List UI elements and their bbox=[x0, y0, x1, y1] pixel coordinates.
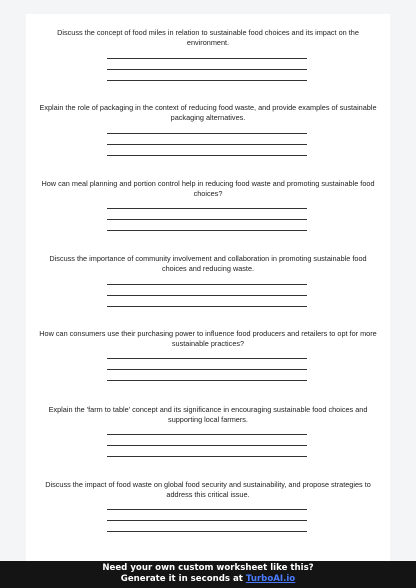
question-6-answer-lines[interactable] bbox=[107, 434, 307, 468]
answer-line[interactable] bbox=[107, 369, 307, 370]
answer-line[interactable] bbox=[107, 520, 307, 521]
question-3-text: How can meal planning and portion control help in reducing food waste and promoting sustainable food choices? bbox=[41, 179, 375, 198]
turboai-link[interactable]: TurboAI.io bbox=[245, 574, 296, 584]
answer-line[interactable] bbox=[107, 358, 307, 359]
answer-line[interactable] bbox=[107, 69, 307, 70]
answer-line[interactable] bbox=[107, 80, 307, 81]
answer-line[interactable] bbox=[107, 284, 307, 285]
footer-line-2 bbox=[0, 574, 416, 585]
question-4-text: Discuss the importance of community involvement and collaboration in promoting sustainable food choices and reducing waste. bbox=[49, 254, 367, 273]
answer-line[interactable] bbox=[107, 219, 307, 220]
question-7-answer-lines[interactable] bbox=[107, 509, 307, 543]
answer-line[interactable] bbox=[107, 306, 307, 307]
question-1-answer-lines[interactable] bbox=[107, 58, 307, 92]
answer-line[interactable] bbox=[107, 445, 307, 446]
question-5-answer-lines[interactable] bbox=[107, 358, 307, 392]
answer-line[interactable] bbox=[107, 456, 307, 457]
worksheet-page bbox=[26, 14, 390, 588]
answer-line[interactable] bbox=[107, 144, 307, 145]
question-2-answer-lines[interactable] bbox=[107, 133, 307, 167]
answer-line[interactable] bbox=[107, 208, 307, 209]
promo-footer bbox=[0, 561, 416, 588]
answer-line[interactable] bbox=[107, 58, 307, 59]
footer-line-1: Need your own custom worksheet like this? bbox=[102, 563, 314, 573]
question-6-text: Explain the 'farm to table' concept and its significance in encouraging sustainable food choices and supporting local farmers. bbox=[48, 405, 368, 424]
answer-line[interactable] bbox=[107, 133, 307, 134]
answer-line[interactable] bbox=[107, 509, 307, 510]
question-3-answer-lines[interactable] bbox=[107, 208, 307, 242]
question-7-text: Discuss the impact of food waste on global food security and sustainability, and propose strategies to address this critical issue. bbox=[45, 480, 371, 499]
answer-line[interactable] bbox=[107, 295, 307, 296]
answer-line[interactable] bbox=[107, 230, 307, 231]
question-5-text: How can consumers use their purchasing power to influence food producers and retailers to opt for more sustainable practices? bbox=[39, 329, 377, 348]
question-1-text: Discuss the concept of food miles in relation to sustainable food choices and its impact on the environment. bbox=[57, 28, 359, 47]
answer-line[interactable] bbox=[107, 434, 307, 435]
question-2-text: Explain the role of packaging in the context of reducing food waste, and provide examples of sustainable packaging alternatives. bbox=[39, 103, 377, 122]
answer-line[interactable] bbox=[107, 531, 307, 532]
footer-line-2-prefix: Generate it in seconds at bbox=[120, 574, 246, 584]
question-4-answer-lines[interactable] bbox=[107, 284, 307, 318]
answer-line[interactable] bbox=[107, 155, 307, 156]
answer-line[interactable] bbox=[107, 380, 307, 381]
